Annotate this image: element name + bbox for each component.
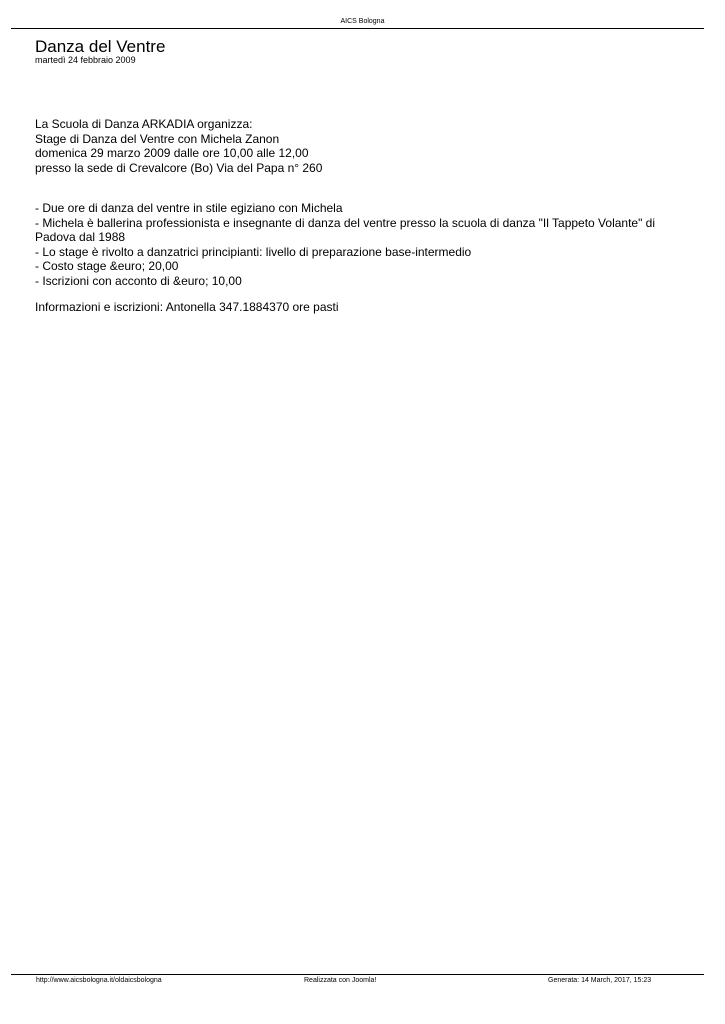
intro-line: presso la sede di Crevalcore (Bo) Via del Papa n° 260 — [35, 160, 323, 175]
site-name-header: AICS Bologna — [340, 18, 385, 25]
article-date: martedì 24 febbraio 2009 — [35, 55, 136, 65]
footer-generated-date: Generata: 14 March, 2017, 15:23 — [548, 977, 652, 984]
footer-credit: Realizzata con Joomla! — [304, 977, 377, 984]
list-item: - Iscrizioni con acconto di &euro; 10,00 — [35, 273, 242, 288]
contact-info — [35, 300, 675, 315]
contact-line: Informazioni e iscrizioni: Antonella 347.1884370 ore pasti — [35, 300, 339, 314]
details-list — [35, 201, 675, 289]
intro-line: Stage di Danza del Ventre con Michela Zanon — [35, 131, 280, 146]
intro-line: domenica 29 marzo 2009 dalle ore 10,00 alle 12,00 — [35, 146, 309, 161]
list-item: - Lo stage è rivolto a danzatrici principianti: livello di preparazione base-intermedio — [35, 244, 472, 259]
intro-block — [35, 117, 675, 175]
list-item: - Michela è ballerina professionista e insegnante di danza del ventre presso la scuola di danza "Il Tappeto Volante" di Padova dal 1988 — [35, 215, 656, 245]
article-title: Danza del Ventre — [35, 37, 166, 56]
footer-url-link[interactable]: http://www.aicsbologna.it/oldaicsbologna — [36, 977, 162, 984]
list-item: - Due ore di danza del ventre in stile egiziano con Michela — [35, 201, 343, 215]
header-divider — [11, 28, 704, 29]
intro-line: La Scuola di Danza ARKADIA organizza: — [35, 117, 253, 131]
list-item: - Costo stage &euro; 20,00 — [35, 259, 179, 274]
footer-divider — [11, 974, 704, 975]
